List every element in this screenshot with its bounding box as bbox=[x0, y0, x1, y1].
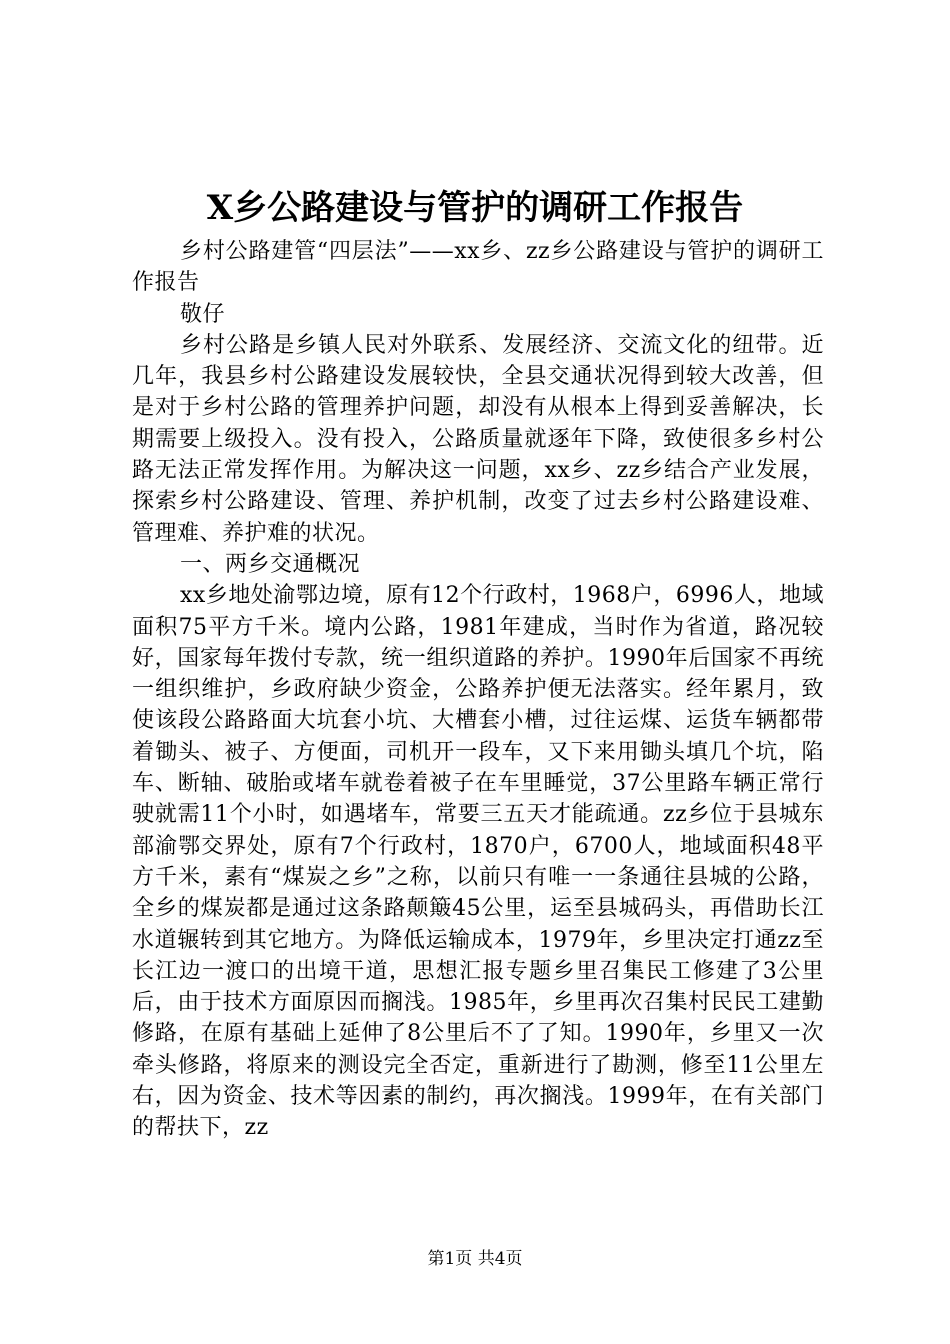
body-paragraph: xx乡地处渝鄂边境，原有12个行政村，1968户，6996人，地域面积75平方千米。境内公路，1981年建成，当时作为省道，路况较好，国家每年拨付专款，统一组织道路的养护。1990年后国家不再统一组织维护，乡政府缺少资金，公路养护便无法落实。经年累月，致使该段公路路面大坑套小坑、大槽套小槽，过往运煤、运货车辆都带着锄头、被子、方便面，司机开一段车，又下来用锄头填几个坑，陷车、断轴、破胎或堵车就卷着被子在车里睡觉，37公里路车辆正常行驶就需11个小时，如遇堵车，常要三五天才能疏通。zz乡位于县城东部渝鄂交界处，原有7个行政村，1870户，6700人，地域面积48平方千米，素有“煤炭之乡”之称，以前只有唯一一条通往县城的公路，全乡的煤炭都是通过这条路颠簸45公里，运至县城码头，再借助长江水道辗转到其它地方。为降低运输成本，1979年，乡里决定打通zz至长江边一渡口的出境干道，思想汇报专题乡里召集民工修建了3公里后，由于技术方面原因而搁浅。1985年，乡里再次召集村民民工建勤修路，在原有基础上延伸了8公里后不了了知。1990年，乡里又一次牵头修路，将原来的测设完全否定，重新进行了勘测，修至11公里左右，因为资金、技术等因素的制约，再次搁浅。1999年，在有关部门的帮扶下，zz bbox=[132, 583, 825, 1141]
document-body bbox=[132, 236, 824, 1144]
author-line: 敬仔 bbox=[180, 301, 226, 327]
subtitle-paragraph: 乡村公路建管“四层法”——xx乡、zz乡公路建设与管护的调研工作报告 bbox=[132, 239, 824, 296]
document-title: X乡公路建设与管护的调研工作报告 bbox=[206, 188, 744, 228]
section-heading: 一、两乡交通概况 bbox=[180, 551, 361, 577]
page-footer: 第1页 共4页 bbox=[427, 1249, 523, 1269]
body-paragraph: 乡村公路是乡镇人民对外联系、发展经济、交流文化的纽带。近几年，我县乡村公路建设发展较快，全县交通状况得到较大改善，但是对于乡村公路的管理养护问题，却没有从根本上得到妥善解决，长期需要上级投入。没有投入，公路质量就逐年下降，致使很多乡村公路无法正常发挥作用。为解决这一问题，xx乡、zz乡结合产业发展，探索乡村公路建设、管理、养护机制，改变了过去乡村公路建设难、管理难、养护难的状况。 bbox=[132, 332, 824, 546]
